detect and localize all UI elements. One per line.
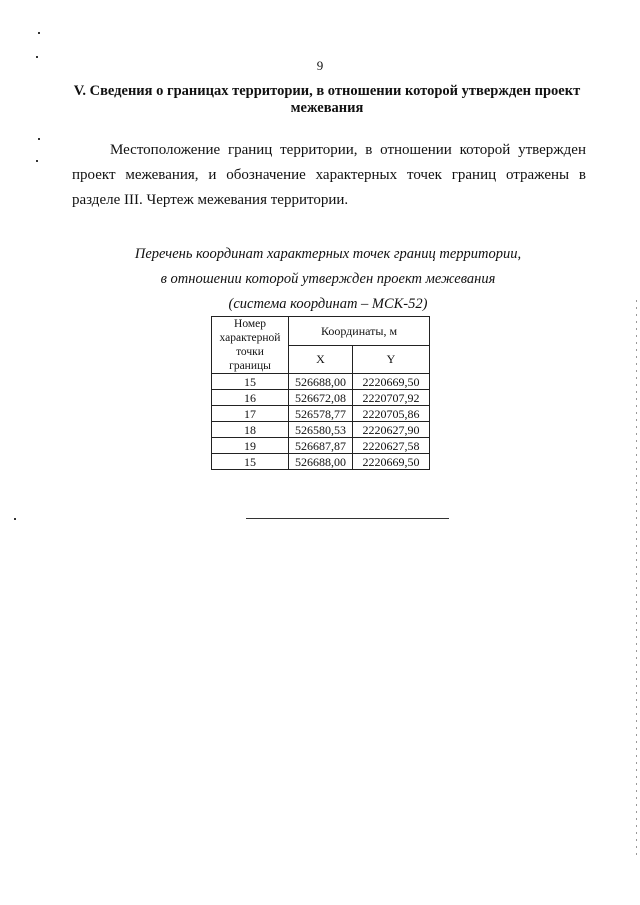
header-coordinates: Координаты, м [289,317,430,346]
table-row [212,422,430,438]
table-row [212,390,430,406]
cell-point-number: 17 [212,406,289,422]
cell-y: 2220707,92 [353,390,430,406]
cell-x: 526578,77 [289,406,353,422]
header-y: Y [353,345,430,374]
cell-x: 526672,08 [289,390,353,406]
scan-speck [38,138,40,140]
body-paragraph-text: Местоположение границ территории, в отношении которой утвержден проект межевания, и обозначение характерных точек границ отражены в разделе III. Чертеж межевания территории. [72,142,586,208]
header-point-number: Номер характерной точки границы [212,317,289,374]
coordinates-table [211,316,430,470]
cell-point-number: 19 [212,438,289,454]
caption-line-1: Перечень координат характерных точек границ территории, [134,246,522,262]
header-x: X [289,345,353,374]
cell-point-number: 15 [212,374,289,390]
scan-speck [14,518,16,520]
scan-edge-artifact [636,300,637,860]
cell-point-number: 16 [212,390,289,406]
cell-y: 2220705,86 [353,406,430,422]
table-row [212,438,430,454]
table-row [212,406,430,422]
cell-y: 2220669,50 [353,454,430,470]
page-number: 9 [316,58,324,73]
table-row [212,374,430,390]
table-row [212,454,430,470]
cell-x: 526688,00 [289,374,353,390]
section-heading: V. Сведения о границах территории, в отношении которой утвержден проект межевания [73,83,581,116]
cell-x: 526688,00 [289,454,353,470]
scan-speck [36,160,38,162]
closing-rule [246,518,449,519]
cell-y: 2220627,90 [353,422,430,438]
caption-line-3: (система координат – МСК-52) [228,296,428,312]
cell-x: 526580,53 [289,422,353,438]
body-paragraph [72,138,586,213]
cell-x: 526687,87 [289,438,353,454]
cell-point-number: 18 [212,422,289,438]
cell-point-number: 15 [212,454,289,470]
scan-speck [38,32,40,34]
cell-y: 2220627,58 [353,438,430,454]
caption-line-2: в отношении которой утвержден проект межевания [160,271,496,287]
cell-y: 2220669,50 [353,374,430,390]
table-caption [0,242,640,317]
